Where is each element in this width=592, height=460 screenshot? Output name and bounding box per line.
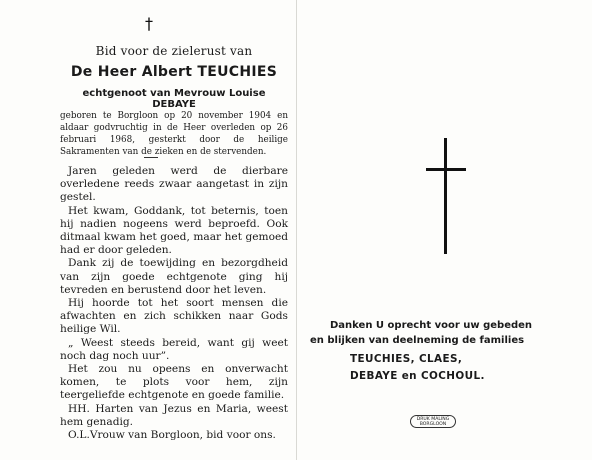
separator-dash	[144, 157, 158, 158]
printer-name: DRUK MALING	[416, 417, 450, 422]
birth-death-text: geboren te Borgloon op 20 november 1904 en aldaar godvruchtig in de Heer overleden op 26 februari 1968, gesterkt door de heilige Sakramenten van de zieken en de stervenden.	[60, 111, 288, 157]
small-cross-icon: †	[145, 14, 153, 33]
paragraph: Jaren geleden werd de dierbare overledene reeds zwaar aangetast in zijn gestel.	[60, 165, 288, 204]
thanks-line-2: en blijken van deelneming de families	[310, 335, 525, 346]
paragraph: O.L.Vrouw van Borgloon, bid voor ons.	[68, 429, 276, 442]
memorial-text	[60, 165, 288, 442]
paragraph: Het kwam, Goddank, tot beternis, toen hij nadien nogeens werd beproefd. Ook ditmaal kwam het goed, maar het gemoed had er door geleden.	[60, 204, 288, 257]
printer-town: BORGLOON	[419, 422, 447, 427]
fold-line	[296, 0, 297, 460]
thanks-text	[310, 318, 570, 348]
family-line-1: TEUCHIES, CLAES,	[350, 353, 463, 365]
family-names	[350, 351, 485, 385]
paragraph: Het zou nu opeens en onverwacht komen, te plots voor hem, zijn teergeliefde echtgenote en goede familie.	[60, 363, 288, 402]
paragraph: HH. Harten van Jezus en Maria, weest hem genadig.	[60, 402, 288, 428]
paragraph: Dank zij de toewijding en bezorgdheid van zijn goede echtgenote ging hij tevreden en berustend door het leven.	[60, 257, 288, 296]
family-line-2: DEBAYE en COCHOUL.	[350, 370, 485, 382]
paragraph: „ Weest steeds bereid, want gij weet noch dag noch uur”.	[60, 336, 288, 362]
large-cross-icon	[426, 138, 466, 254]
spouse-line: echtgenoot van Mevrouw Louise DEBAYE	[82, 88, 266, 110]
deceased-name: De Heer Albert TEUCHIES	[70, 64, 278, 80]
printer-stamp	[410, 415, 456, 428]
prayer-heading: Bid voor de zielerust van	[95, 44, 253, 58]
paragraph: Hij hoorde tot het soort mensen die afwachten en zich schikken naar Gods heilige Wil.	[60, 297, 288, 336]
thanks-line-1: Danken U oprecht voor uw gebeden	[330, 320, 533, 331]
